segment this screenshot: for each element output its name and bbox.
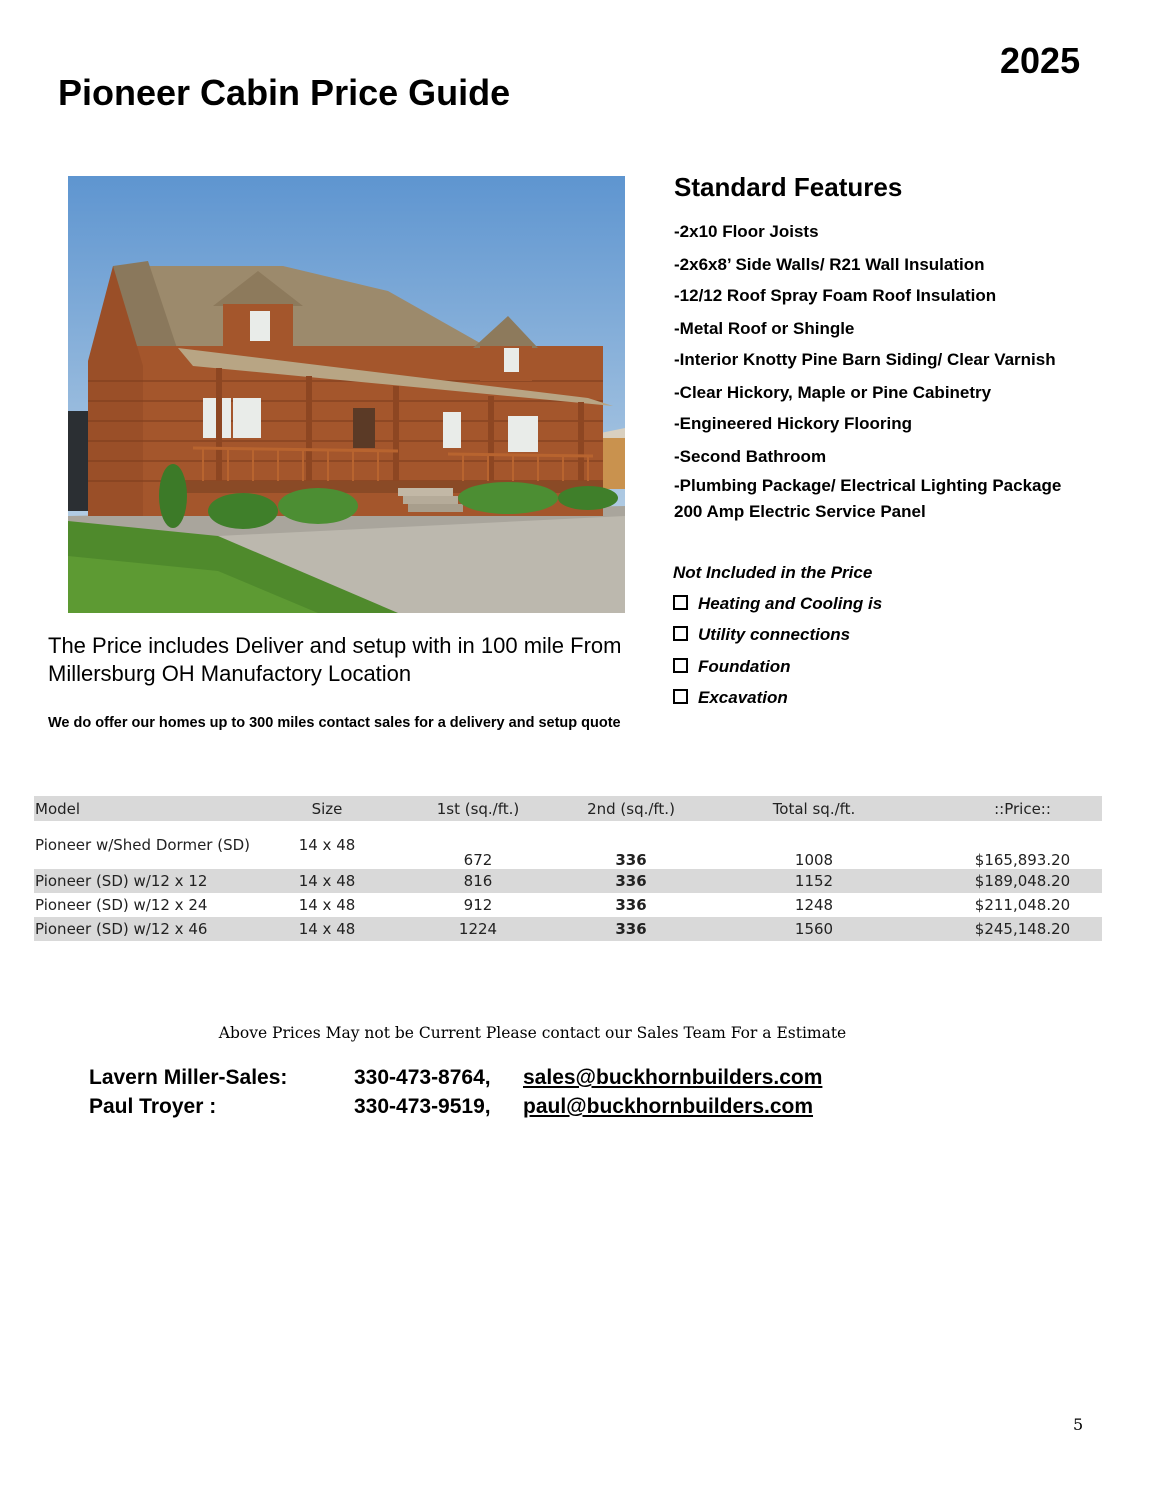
checkbox-icon: [673, 595, 688, 610]
first-floor-cell: 1224: [379, 917, 577, 941]
model-cell: Pioneer (SD) w/12 x 24: [35, 896, 208, 914]
model-cell: Pioneer w/Shed Dormer (SD): [35, 836, 251, 854]
model-cell: Pioneer (SD) w/12 x 12: [34, 869, 275, 893]
total-cell: 1152: [685, 869, 943, 893]
not-included-item: [673, 657, 791, 677]
page-number: 5: [1073, 1415, 1084, 1434]
first-floor-cell: 672: [463, 851, 493, 869]
table-row: [34, 917, 1102, 941]
price-cell: $189,048.20: [943, 869, 1102, 893]
feature-item: 200 Amp Electric Service Panel: [674, 502, 926, 521]
year-label: 2025: [1000, 40, 1081, 81]
price-table: [34, 796, 1102, 941]
first-floor-cell: 912: [463, 896, 493, 914]
feature-item: -Metal Roof or Shingle: [674, 319, 855, 338]
column-header-model: Model: [34, 796, 275, 821]
size-cell: 14 x 48: [298, 896, 356, 914]
standard-features-heading: Standard Features: [674, 172, 903, 202]
not-included-item: [673, 688, 788, 708]
feature-item: -Second Bathroom: [674, 447, 827, 466]
price-cell: $165,893.20: [974, 851, 1071, 869]
column-header-price: ::Price::: [943, 796, 1102, 821]
feature-item: -Interior Knotty Pine Barn Siding/ Clear Varnish: [674, 350, 1056, 369]
second-floor-cell: 336: [577, 869, 685, 893]
feature-item: -Plumbing Package/ Electrical Lighting Package: [674, 476, 1062, 495]
feature-item: -Clear Hickory, Maple or Pine Cabinetry: [674, 383, 992, 402]
not-included-label: Excavation: [698, 688, 788, 707]
model-cell: Pioneer (SD) w/12 x 46: [34, 917, 275, 941]
size-cell: 14 x 48: [298, 836, 356, 854]
table-row: [34, 869, 1102, 893]
feature-item: -Engineered Hickory Flooring: [674, 414, 913, 433]
second-floor-cell: 336: [577, 917, 685, 941]
feature-item: -12/12 Roof Spray Foam Roof Insulation: [674, 286, 997, 305]
not-included-item: [673, 594, 882, 614]
not-included-heading: Not Included in the Price: [673, 563, 873, 582]
table-row: [34, 821, 1102, 869]
first-floor-cell: 816: [379, 869, 577, 893]
not-included-item: [673, 625, 850, 645]
size-cell: 14 x 48: [275, 917, 379, 941]
not-included-label: Utility connections: [698, 625, 851, 644]
delivery-offer: We do offer our homes up to 300 miles contact sales for a delivery and setup quote: [48, 715, 621, 731]
contact-phone: 330-473-9519,: [354, 1095, 491, 1118]
column-header-size: Size: [275, 796, 379, 821]
price-cell: $211,048.20: [974, 896, 1071, 914]
table-header-row: [34, 796, 1102, 821]
feature-item: -2x6x8’ Side Walls/ R21 Wall Insulation: [674, 255, 985, 274]
second-floor-cell: 336: [615, 851, 647, 869]
contact-name: Lavern Miller-Sales:: [89, 1066, 288, 1089]
column-header-total: Total sq./ft.: [685, 796, 943, 821]
price-cell: $245,148.20: [943, 917, 1102, 941]
table-row: [34, 893, 1102, 917]
checkbox-icon: [673, 658, 688, 673]
column-header-second-floor: 2nd (sq./ft.): [577, 796, 685, 821]
second-floor-cell: 336: [615, 896, 647, 914]
contact-name: Paul Troyer :: [89, 1095, 217, 1118]
column-header-first-floor: 1st (sq./ft.): [379, 796, 577, 821]
checkbox-icon: [673, 689, 688, 704]
not-included-label: Heating and Cooling is: [698, 594, 883, 613]
not-included-label: Foundation: [698, 657, 791, 676]
contact-email-link[interactable]: sales@buckhornbuilders.com: [523, 1066, 823, 1089]
delivery-note: The Price includes Deliver and setup with in 100 mile From Millersburg OH Manufactory Location: [48, 633, 622, 686]
total-cell: 1008: [794, 851, 834, 869]
size-cell: 14 x 48: [275, 869, 379, 893]
checkbox-icon: [673, 626, 688, 641]
price-disclaimer: Above Prices May not be Current Please contact our Sales Team For a Estimate: [218, 1024, 847, 1042]
total-cell: 1560: [685, 917, 943, 941]
feature-item: -2x10 Floor Joists: [674, 222, 819, 241]
contact-phone: 330-473-8764,: [354, 1066, 491, 1089]
page-title: Pioneer Cabin Price Guide: [58, 72, 511, 113]
contact-email-link[interactable]: paul@buckhornbuilders.com: [523, 1095, 814, 1118]
total-cell: 1248: [794, 896, 834, 914]
cabin-photo: [68, 176, 625, 613]
